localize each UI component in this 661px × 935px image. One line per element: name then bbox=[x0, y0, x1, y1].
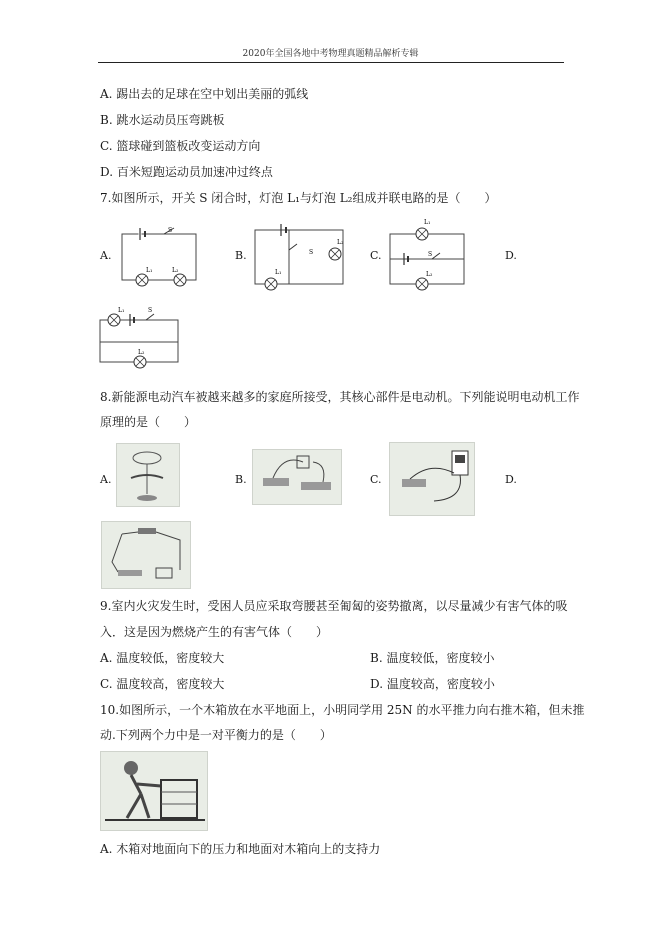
svg-text:L₂: L₂ bbox=[426, 271, 433, 278]
q9-option-c: C. 温度较高，密度较大 bbox=[100, 677, 225, 691]
q8-option-c-label: C. bbox=[370, 473, 382, 486]
q8-stem-line2: 原理的是（ ） bbox=[100, 415, 197, 429]
q7-circuit-c bbox=[388, 216, 468, 288]
q7-circuit-a bbox=[120, 224, 200, 286]
svg-text:L₁: L₁ bbox=[424, 219, 431, 226]
q6-option-d: D. 百米短跑运动员加速冲过终点 bbox=[100, 165, 273, 179]
q10-push-box-image bbox=[100, 751, 208, 831]
q9-stem-line1: 9.室内火灾发生时，受困人员应采取弯腰甚至匍匐的姿势撤离，以尽量减少有害气体的吸 bbox=[100, 599, 568, 613]
q8-option-d-image bbox=[101, 521, 191, 589]
svg-text:L₂: L₂ bbox=[172, 267, 179, 274]
svg-text:L₁: L₁ bbox=[275, 269, 282, 276]
q8-option-c-image bbox=[389, 442, 475, 516]
svg-text:L₂: L₂ bbox=[337, 239, 344, 246]
q8-stem-line1: 8.新能源电动汽车被越来越多的家庭所接受，其核心部件是电动机。下列能说明电动机工作 bbox=[100, 390, 580, 404]
q9-stem-line2: 入．这是因为燃烧产生的有害气体（ ） bbox=[100, 625, 329, 639]
svg-text:L₂: L₂ bbox=[138, 349, 145, 356]
q8-option-b-label: B. bbox=[235, 473, 247, 486]
svg-text:S: S bbox=[309, 249, 314, 256]
q6-option-c: C. 篮球碰到篮板改变运动方向 bbox=[100, 139, 261, 153]
q10-option-a: A. 木箱对地面向下的压力和地面对木箱向上的支持力 bbox=[100, 842, 381, 856]
page-header: 2020年全国各地中考物理真题精品解析专辑 bbox=[242, 49, 419, 59]
q7-circuit-d bbox=[98, 304, 182, 366]
q9-option-d: D. 温度较高，密度较小 bbox=[370, 677, 495, 691]
q8-option-a-label: A. bbox=[100, 473, 112, 486]
q8-option-a-image bbox=[116, 443, 180, 507]
q7-option-b-label: B. bbox=[235, 249, 247, 262]
q7-circuit-b bbox=[253, 222, 347, 288]
q8-option-d-label: D. bbox=[505, 473, 517, 486]
q10-stem-line2: 动.下列两个力中是一对平衡力的是（ ） bbox=[100, 728, 332, 742]
svg-text:L₁: L₁ bbox=[118, 307, 125, 314]
q7-option-a-label: A. bbox=[100, 249, 112, 262]
q7-stem: 7.如图所示，开关 S 闭合时，灯泡 L₁与灯泡 L₂组成并联电路的是（ ） bbox=[100, 191, 497, 205]
q9-option-a: A. 温度较低，密度较大 bbox=[100, 651, 225, 665]
q7-option-d-label: D. bbox=[505, 249, 517, 262]
q6-option-b: B. 跳水运动员压弯跳板 bbox=[100, 113, 225, 127]
q10-stem-line1: 10.如图所示，一个木箱放在水平地面上，小明同学用 25N 的水平推力向右推木箱，但未推 bbox=[100, 703, 585, 717]
svg-text:S: S bbox=[148, 307, 153, 314]
svg-text:S: S bbox=[168, 227, 173, 234]
q9-option-b: B. 温度较低，密度较小 bbox=[370, 651, 495, 665]
header-rule bbox=[98, 62, 564, 63]
q8-option-b-image bbox=[252, 449, 342, 505]
svg-text:L₁: L₁ bbox=[146, 267, 153, 274]
q6-option-a: A. 踢出去的足球在空中划出美丽的弧线 bbox=[100, 87, 309, 101]
q7-option-c-label: C. bbox=[370, 249, 382, 262]
svg-text:S: S bbox=[428, 251, 433, 258]
